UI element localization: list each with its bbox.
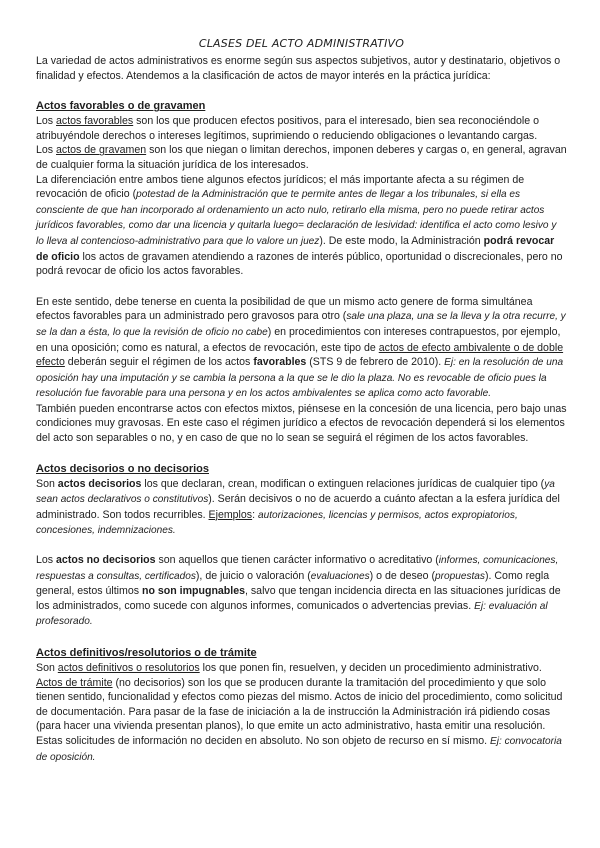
document-title: CLASES DEL ACTO ADMINISTRATIVO xyxy=(198,37,405,50)
paragraph-actos-tramite: Actos de trámite (no decisorios) son los que se producen durante la tramitación del procedimiento y que solo tienen sentido, funcionalidad y efectos como piezas del mismo. Actos de inicio del procedimiento, como solicitud de documentación. Para pasar de la fase de iniciación a la de instrucción la Administración irá pidiendo cosas (para hacer una vivienda presentan planos), lo que emite un acto administrativo, hasta emitir una resolución. Estas solicitudes de información no deciden en absoluto. No son objeto de recurso en sí mismo. Ej: convocatoria de oposición. xyxy=(36,676,563,763)
spacer xyxy=(36,630,567,646)
paragraph-revocacion: La diferenciación entre ambos tiene algunos efectos jurídicos; el más importante afecta a su régimen de revocación de oficio (potestad de la Administración que te permite antes de llegar a los tribunales, si ella es consciente de que han incorporado al ordenamiento un acto nulo, retirarlo ella misma, pero no puede retirar actos jurídicos favorables, como dar una licencia y quitarla luego= declaración de lesividad: identifica el acto como lesivo y lo lleva al contencioso-administrativo para que lo valore un juez). De este modo, la Administración podrá revocar de oficio los actos de gravamen atendiendo a razones de interés público, oportunidad o discrecionales, pero no podrá revocar de oficio los actos favorables. xyxy=(36,173,563,278)
section-heading-decisorios: Actos decisorios o no decisorios xyxy=(36,462,209,475)
paragraph-actos-definitivos: Son actos definitivos o resolutorios los que ponen fin, resuelven, y deciden un procedimiento administrativo. xyxy=(36,662,542,674)
paragraph-actos-no-decisorios: Los actos no decisorios son aquellos que tienen carácter informativo o acreditativo (informes, comunicaciones, respuestas a consultas, certificados), de juicio o valoración (evaluaciones) o de deseo (propuestas). Como regla general, estos últimos no son impugnables, salvo que tengan incidencia directa en las situaciones jurídicas de los administrados, como sucede con algunos informes, comunicados o advertencias previas. Ej: evaluación al profesorado. xyxy=(36,554,561,628)
paragraph-actos-favorables: Los actos favorables son los que producen efectos positivos, para el interesado, bien sea reconociéndole o atribuyéndole derechos o intereses legítimos, suprimiendo o reduciendo obligaciones o levantando cargas. xyxy=(36,115,539,142)
intro-paragraph: La variedad de actos administrativos es enorme según sus aspectos subjetivos, autor y destinatario, objetivos o finalidad y efectos. Atendemos a la clasificación de actos de mayor interés en la práctica jurídica: xyxy=(36,55,561,82)
spacer xyxy=(36,539,567,553)
section-heading-definitivos: Actos definitivos/resolutorios o de trámite xyxy=(36,647,257,659)
spacer xyxy=(36,83,567,99)
paragraph-actos-gravamen: Los actos de gravamen son los que niegan o limitan derechos, imponen deberes y cargas o, en general, agravan de cualquier forma la situación jurídica de los interesados. xyxy=(36,144,567,171)
document-page xyxy=(36,36,567,765)
spacer xyxy=(36,279,567,295)
paragraph-efectos-mixtos: También pueden encontrarse actos con efectos mixtos, piénsese en la concesión de una licencia, pero bajo unas condiciones muy gravosas. En este caso el régimen jurídico a efectos de revocación dependerá si los elementos del acto son separables o no, y en caso de que no lo sean se seguirá el régimen de los actos favorables. xyxy=(36,402,567,445)
paragraph-actos-decisorios: Son actos decisorios los que declaran, crean, modifican o extinguen relaciones jurídicas de cualquier tipo (ya sean actos declarativos o constitutivos). Serán decisivos o no de acuerdo a cuánto afectan a la esfera jurídica del administrado. Son todos recurribles. Ejemplos: autorizaciones, licencias y permisos, actos expropiatorios, concesiones, indemnizaciones. xyxy=(36,477,560,537)
spacer xyxy=(36,446,567,462)
paragraph-doble-efecto: En este sentido, debe tenerse en cuenta la posibilidad de que un mismo acto genere de forma simultánea efectos favorables para un administrado pero gravosos para otro (sale una plaza, una se la lleva y la otra recurre, y se la dan a ésta, lo que la revisión de oficio no cabe) en procedimientos con intereses contrapuestos, por ejemplo, en una oposición; como es natural, a efectos de revocación, este tipo de actos de efecto ambivalente o de doble efecto deberán seguir el régimen de los actos favorables (STS 9 de febrero de 2010). Ej: en la resolución de una oposición hay una imputación y se cambia la persona a la que se le dio la plaza. No es revocable de oficio pues la resolución fue favorable para una persona y en los actos ambivalentes se aplica como acto favorable. xyxy=(36,295,566,400)
section-heading-favorables: Actos favorables o de gravamen xyxy=(36,100,206,113)
